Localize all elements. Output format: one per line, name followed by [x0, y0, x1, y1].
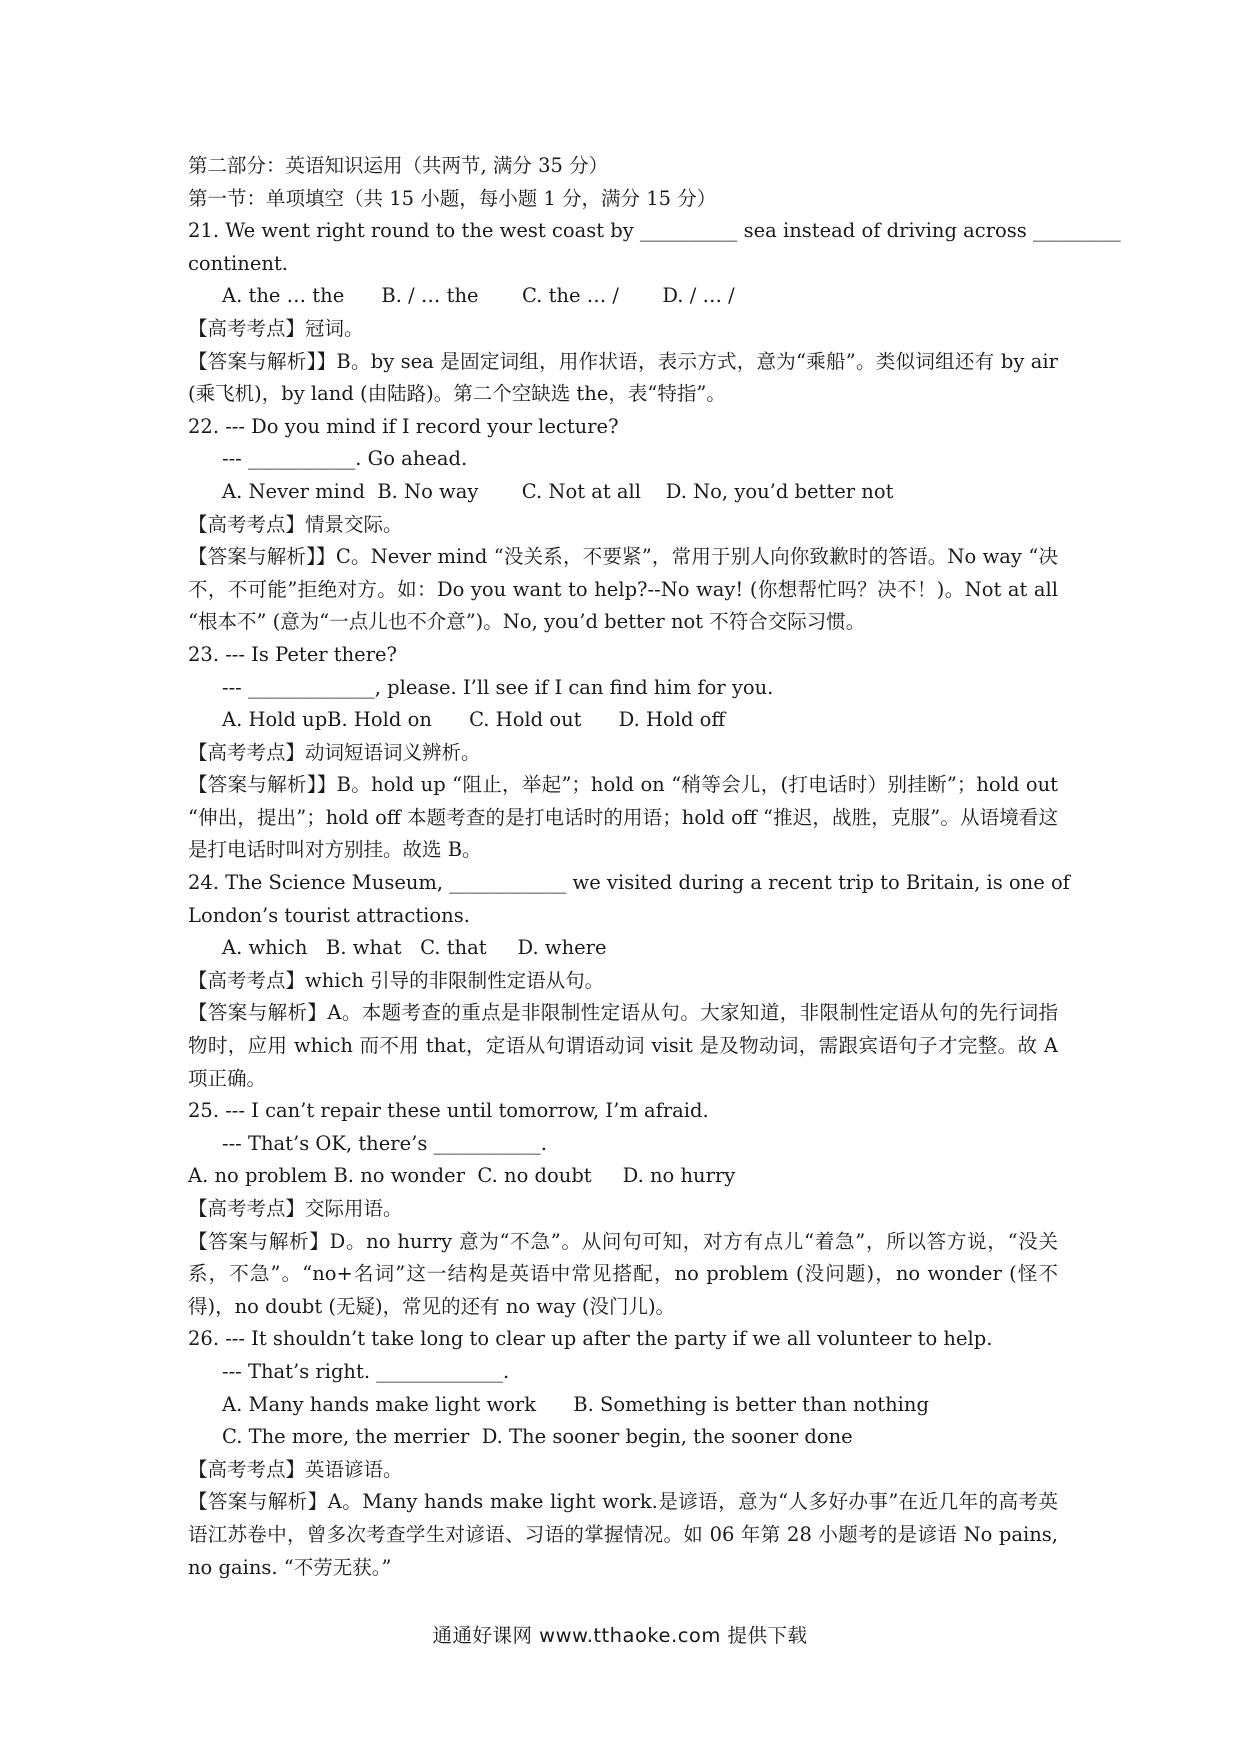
question-stem-continued: London’s tourist attractions. — [188, 903, 470, 927]
question-stem: 22. --- Do you mind if I record your lecture? — [188, 414, 619, 438]
question-stem: 25. --- I can’t repair these until tomorrow, I’m afraid. — [188, 1099, 709, 1123]
exam-page-body — [188, 150, 1121, 1584]
answer-options: A. the … the B. / … the C. the … / D. / … / — [222, 284, 735, 308]
answer-options: A. no problem B. no wonder C. no doubt D. no hurry — [188, 1164, 736, 1188]
exam-point: 【高考考点】交际用语。 — [188, 1197, 403, 1220]
exam-point: 【高考考点】情景交际。 — [188, 512, 403, 536]
exam-point: 【高考考点】动词短语词义辨析。 — [188, 740, 481, 764]
exam-point: 【高考考点】英语谚语。 — [188, 1457, 403, 1481]
question-reply: --- ___________. Go ahead. — [222, 447, 468, 471]
answer-options: A. Never mind B. No way C. Not at all D. No, you’d better not — [222, 479, 894, 503]
answer-options-continued: C. The more, the merrier D. The sooner begin, the sooner done — [222, 1425, 853, 1449]
question-22 — [188, 411, 1058, 639]
question-reply: --- That’s OK, there’s ___________. — [222, 1131, 547, 1155]
question-reply: --- That’s right. _____________. — [222, 1359, 510, 1383]
answer-explanation: 【答案与解析】A。Many hands make light work.是谚语，意为“人多好办事”在近几年的高考英语江苏卷中，曾多次考查学生对谚语、习语的掌握情况。如 06 年第 28 小题考的是谚语 No pains, no gains. “不劳无获。” — [188, 1490, 1058, 1579]
answer-explanation: 【答案与解析】】B。by sea 是固定词组，用作状语，表示方式，意为“乘船”。类似词组还有 by air (乘飞机)，by land (由陆路)。第二个空缺选 the，表“特指”。 — [188, 349, 1058, 406]
question-25 — [188, 1095, 1058, 1323]
part-heading: 第二部分：英语知识运用（共两节, 满分 35 分） — [188, 154, 609, 177]
answer-explanation: 【答案与解析】A。本题考查的重点是非限制性定语从句。大家知道，非限制性定语从句的先行词指物时，应用 which 而不用 that，定语从句谓语动词 visit 是及物动词，需跟宾语句子才完整。故 A 项正确。 — [188, 1001, 1058, 1090]
exam-point: 【高考考点】冠词。 — [188, 316, 364, 340]
exam-point: 【高考考点】which 引导的非限制性定语从句。 — [188, 968, 605, 992]
section-heading: 第一节：单项填空（共 15 小题，每小题 1 分，满分 15 分） — [188, 186, 717, 210]
question-stem: 21. We went right round to the west coast by __________ sea instead of driving across _________ — [188, 219, 1121, 243]
question-21 — [188, 215, 1121, 411]
answer-options: A. Many hands make light work B. Something is better than nothing — [222, 1392, 929, 1416]
question-reply: --- _____________, please. I’ll see if I can find him for you. — [222, 675, 774, 699]
answer-explanation: 【答案与解析】】B。hold up “阻止，举起”；hold on “稍等会儿，(打电话时）别挂断”；hold out “伸出，提出”；hold off 本题考查的是打电话时的用语；hold off “推迟，战胜，克服”。从语境看这是打电话时叫对方别挂。故选 B。 — [188, 773, 1058, 862]
question-stem: 23. --- Is Peter there? — [188, 642, 398, 666]
question-stem: 24. The Science Museum, ____________ we visited during a recent trip to Britain, is one of — [188, 871, 1070, 895]
answer-explanation: 【答案与解析】D。no hurry 意为“不急”。从问句可知，对方有点儿“着急”，所以答方说，“没关系，不急”。“no+名词”这一结构是英语中常见搭配，no problem (没问题)，no wonder (怪不得)，no doubt (无疑)，常见的还有 no way (没门儿)。 — [188, 1229, 1058, 1318]
question-26 — [188, 1323, 1058, 1584]
question-24 — [188, 867, 1070, 1095]
question-stem-continued: continent. — [188, 251, 288, 275]
page-footer: 通通好课网 www.tthaoke.com 提供下载 — [432, 1624, 808, 1647]
answer-explanation: 【答案与解析】】C。Never mind “没关系，不要紧”，常用于别人向你致歉时的答语。No way “决不，不可能”拒绝对方。如：Do you want to help?--No way! (你想帮忙吗？决不！)。Not at all “根本不” (意为“一点儿也不介意”)。No, you’d better not 不符合交际习惯。 — [188, 545, 1058, 634]
question-23 — [188, 639, 1058, 867]
question-stem: 26. --- It shouldn’t take long to clear up after the party if we all volunteer to help. — [188, 1327, 993, 1351]
answer-options: A. Hold upB. Hold on C. Hold out D. Hold off — [222, 708, 726, 732]
answer-options: A. which B. what C. that D. where — [222, 936, 607, 960]
